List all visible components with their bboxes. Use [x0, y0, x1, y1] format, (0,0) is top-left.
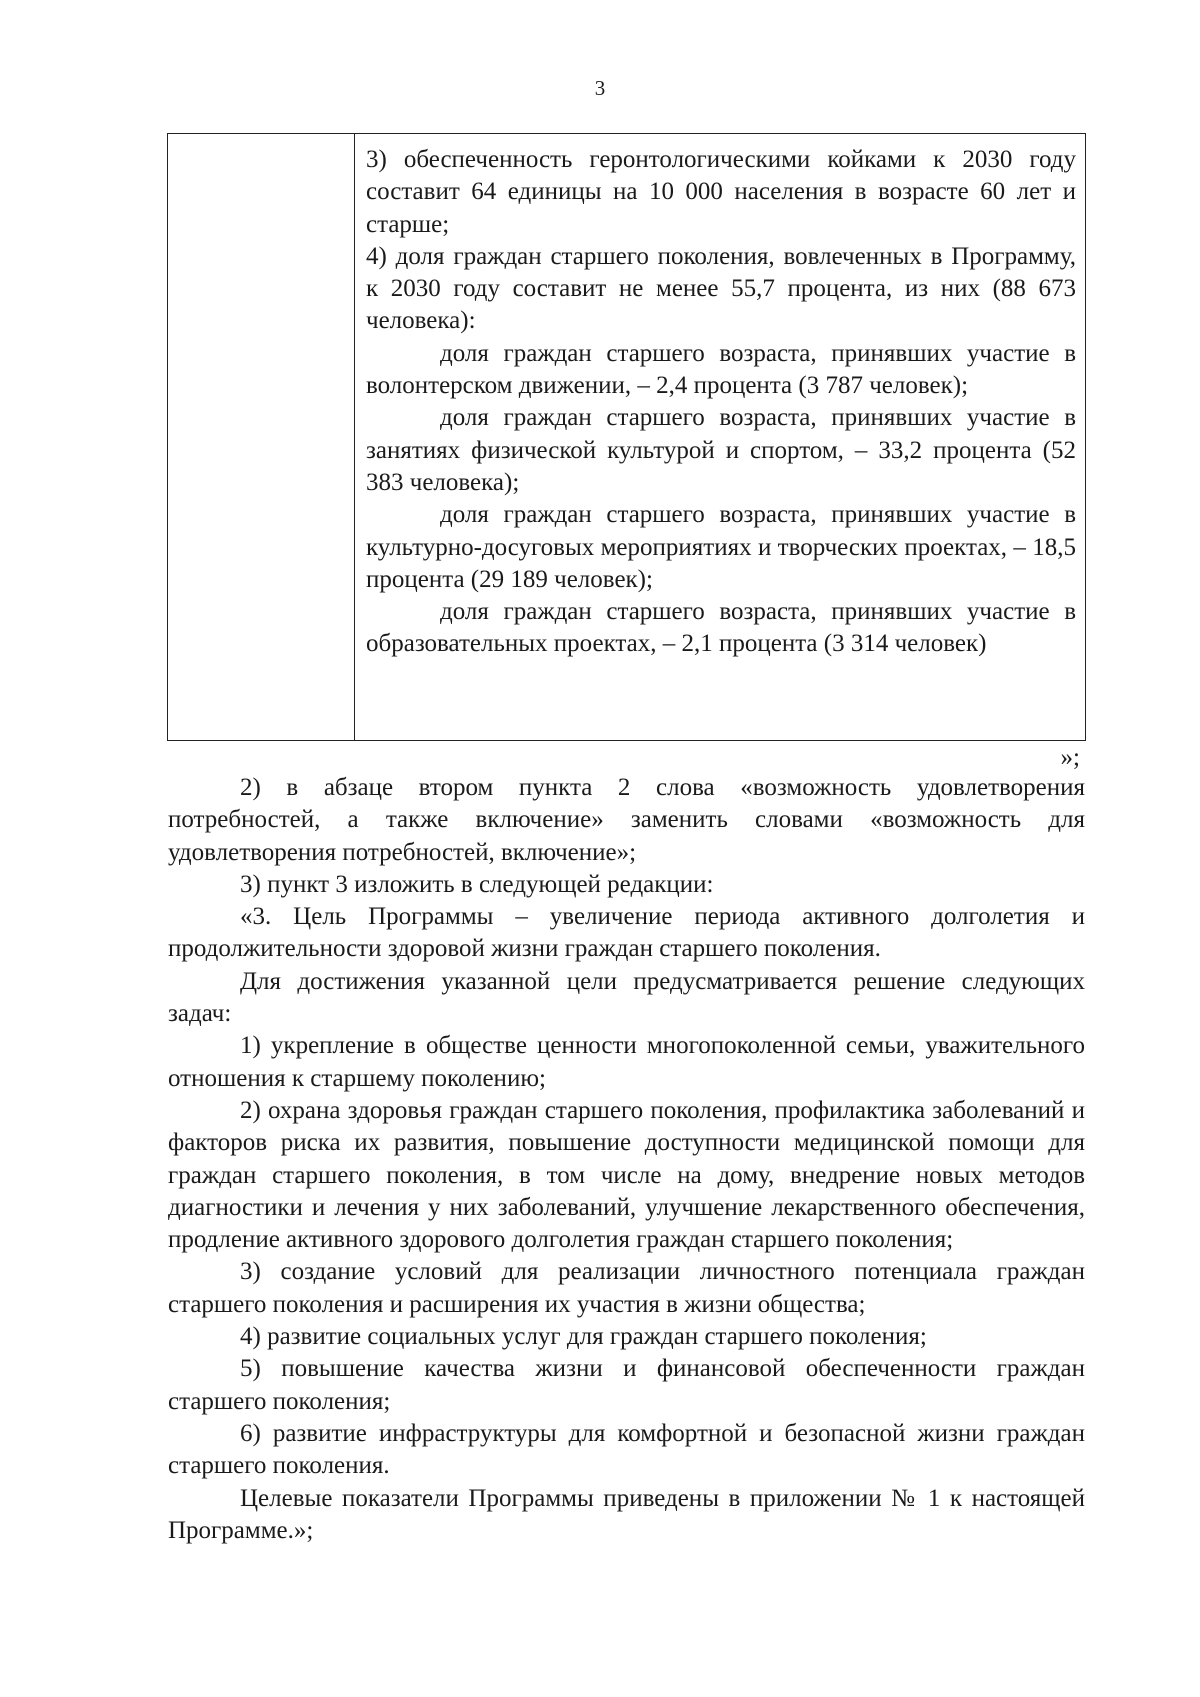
table-subitem-education: доля граждан старшего возраста, принявших участие в образовательных проектах, – 2,1 процента (3 314 человек) — [366, 598, 1076, 658]
paragraph: «3. Цель Программы – увеличение периода активного долголетия и продолжительности здоровой жизни граждан старшего поколения. — [168, 903, 1085, 963]
closing-quote: »; — [1060, 744, 1080, 771]
indicators-table — [167, 133, 1086, 741]
paragraph: 3) создание условий для реализации личностного потенциала граждан старшего поколения и расширения их участия в жизни общества; — [168, 1258, 1085, 1318]
paragraph: 4) развитие социальных услуг для граждан старшего поколения; — [240, 1323, 927, 1351]
paragraph: Для достижения указанной цели предусматривается решение следующих задач: — [168, 967, 1085, 1028]
table-subitem-sport: доля граждан старшего возраста, принявших участие в занятиях физической культурой и спортом, – 33,2 процента (52 383 человека); — [366, 404, 1076, 496]
table-item-share: 4) доля граждан старшего поколения, вовлеченных в Программу, к 2030 году составит не менее 55,7 процента, из них (88 673 человека): — [366, 242, 1076, 335]
paragraph: Целевые показатели Программы приведены в приложении № 1 к настоящей Программе.»; — [168, 1484, 1085, 1544]
table-item-beds: 3) обеспеченность геронтологическими койками к 2030 году составит 64 единицы на 10 000 населения в возрасте 60 лет и старше; — [366, 146, 1076, 238]
table-left-cell — [168, 134, 355, 740]
paragraph: 6) развитие инфраструктуры для комфортной и безопасной жизни граждан старшего поколения. — [168, 1419, 1085, 1480]
paragraph: 5) повышение качества жизни и финансовой обеспеченности граждан старшего поколения; — [168, 1355, 1085, 1415]
paragraph: 2) охрана здоровья граждан старшего поколения, профилактика заболеваний и факторов риска их развития, повышение доступности медицинской помощи для граждан старшего поколения, в том числе на дому, внедрение новых методов диагностики и лечения у них заболеваний, улучшение лекарственного обеспечения, продление активного здорового долголетия граждан старшего поколения; — [168, 1096, 1085, 1254]
paragraph: 1) укрепление в обществе ценности многопоколенной семьи, уважительного отношения к старшему поколению; — [168, 1032, 1085, 1092]
document-body — [168, 772, 1085, 1547]
paragraph: 3) пункт 3 изложить в следующей редакции: — [240, 870, 714, 898]
paragraph: 2) в абзаце втором пункта 2 слова «возможность удовлетворения потребностей, а также включение» заменить словами «возможность для удовлетворения потребностей, включение»; — [168, 774, 1085, 866]
table-subitem-culture: доля граждан старшего возраста, принявших участие в культурно-досуговых мероприятиях и творческих проектах, – 18,5 процента (29 189 человек); — [366, 501, 1076, 593]
table-subitem-volunteer: доля граждан старшего возраста, принявших участие в волонтерском движении, – 2,4 процента (3 787 человек); — [366, 339, 1076, 400]
page-number: 3 — [594, 76, 606, 100]
table-right-cell — [366, 144, 1076, 661]
